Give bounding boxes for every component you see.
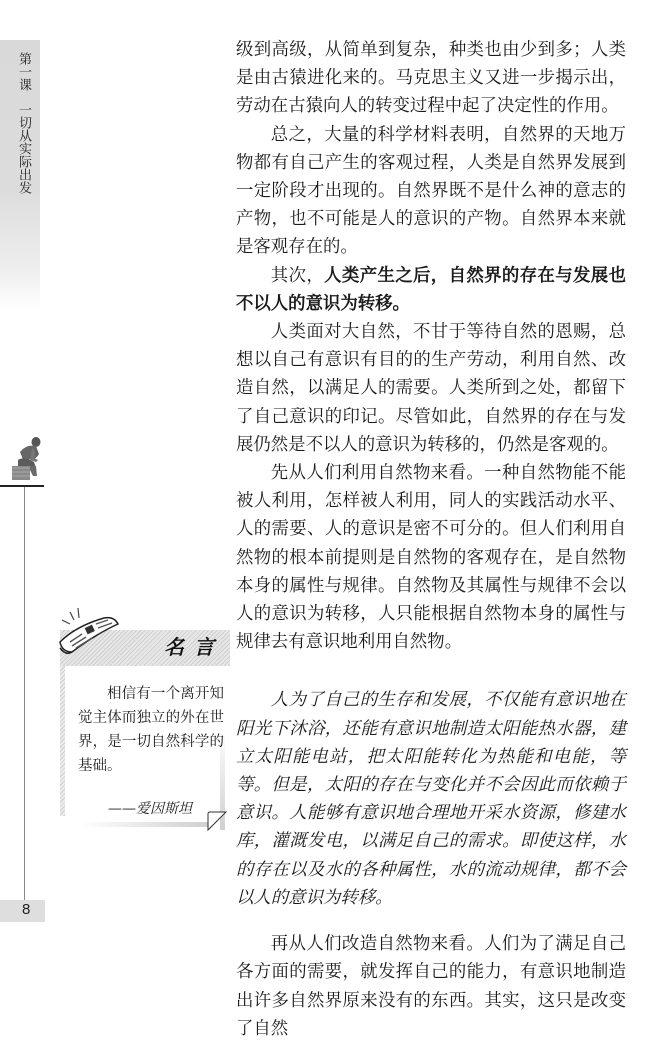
- margin-vertical-rule: [24, 487, 25, 902]
- statue-base-line: [0, 485, 44, 487]
- newspaper-icon: [56, 606, 132, 662]
- quote-text: 相信有一个离开知觉主体而独立的外在世界，是一切自然科学的基础。: [78, 686, 224, 774]
- example-paragraph: 人为了自己的生存和发展，不仅能有意识地在阳光下沐浴，还能有意识地制造太阳能热水器，建立太阳能电站，把太阳能转化为热能和电能，等等。但是，太阳的存在与变化并不会因此而依赖于意识。人能够有意识地合理地开采水资源，修建水库，灌溉发电，以满足自己的需求。即使这样，水的存在以及水的各种属性，水的流动规律，都不会以人的意识为转移。: [236, 690, 626, 908]
- quote-box-bottom-edge: [80, 822, 210, 827]
- thinker-statue-icon: [6, 432, 46, 484]
- key-point-bold: 人类产生之后，自然界的存在与发展也不以人的意识为转移。: [236, 265, 626, 314]
- main-text-column: [236, 36, 626, 1043]
- paragraph-summary: 总之，大量的科学材料表明，自然界的天地万物都有自己产生的客观过程，人类是自然界发展到一定阶段才出现的。自然界既不是什么神的意志的产物，也不可能是人的意识的产物。自然界本来就是客观存在的。: [236, 124, 626, 258]
- paragraph-transform: 再从人们改造自然物来看。人们为了满足自己各方面的需要，就发挥自己的能力，有意识地制造出许多自然界原来没有的东西。其实，这只是改变了自然: [236, 934, 626, 1039]
- paragraph-lead: 其次，: [270, 265, 325, 286]
- famous-quote-box: [60, 600, 230, 830]
- paragraph-utilize: 先从人们利用自然物来看。一种自然物能不能被人利用，怎样被人利用，同人的实践活动水平、人的需要、人的意识是密不可分的。但人们利用自然物的根本前提则是自然物的客观存在，是自然物本身的属性与规律。自然物及其属性与规律不会以人的意识为转移，人只能根据自然物本身的属性与规律去有意识地利用自然物。: [236, 463, 626, 653]
- quote-title: 名言: [164, 635, 224, 659]
- quote-author: ——爱因斯坦: [108, 801, 192, 817]
- page-curl-icon: [206, 810, 228, 832]
- quote-box-left-edge: [60, 666, 65, 816]
- lesson-title: 一切从实际出发: [16, 103, 31, 194]
- chapter-side-title: [14, 52, 30, 194]
- page-number: 8: [22, 901, 31, 918]
- lesson-label: 第一课: [16, 52, 31, 91]
- paragraph-continued: 级到高级，从简单到复杂，种类也由少到多；人类是由古猿进化来的。马克思主义又进一步揭示出，劳动在古猿向人的转变过程中起了决定性的作用。: [236, 40, 626, 117]
- paragraph-key-point: [236, 262, 626, 318]
- paragraph-nature: 人类面对大自然，不甘于等待自然的恩赐，总想以自己有意识有目的的生产劳动，利用自然、改造自然，以满足人的需要。人类所到之处，都留下了自己意识的印记。尽管如此，自然界的存在与发展仍然是不以人的意识为转移的，仍然是客观的。: [236, 322, 626, 455]
